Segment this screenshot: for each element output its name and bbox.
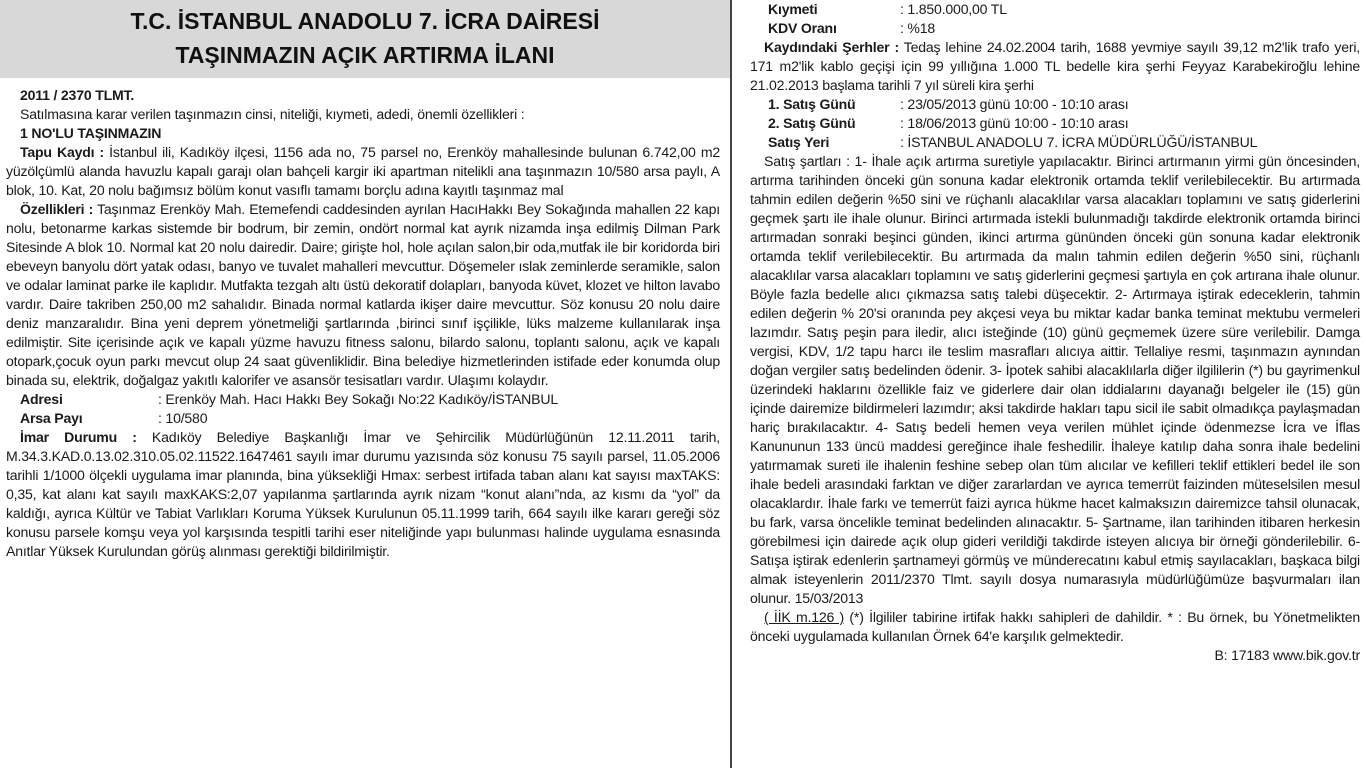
serh-label: Kaydındaki Şerhler : [764,39,899,55]
ref-link: ( İİK m.126 ) [764,609,845,625]
kiymet-value: : 1.850.000,00 TL [900,1,1007,17]
ozellik-paragraph [6,200,720,390]
file-number: 2011 / 2370 TLMT. [20,87,135,103]
yer-value: : İSTANBUL ANADOLU 7. İCRA MÜDÜRLÜĞÜ/İSTANBUL [900,134,1258,150]
kiymet-row [750,0,1360,19]
imar-paragraph [6,428,720,561]
section-title: 1 NO'LU TAŞINMAZIN [20,125,162,141]
kiymet-label: Kıymeti [768,1,818,17]
tapu-text: İstanbul ili, Kadıköy ilçesi, 1156 ada no, 75 parsel no, Erenköy mahallesinde bulunan 6.742,00 m2 yüzölçümlü alanda havuzlu kapalı garajı olan bahçeli kargir iki apartman nitelikli ana taşınmazın 10/580 arsa paylı, A blok, 10. Kat, 20 nolu bağımsız bölüm konut vasıflı tamamı borçlu adına kayıtlı taşınmaz mal [6,144,720,198]
tapu-paragraph [6,143,720,200]
kdv-row [750,19,1360,38]
kdv-label: KDV Oranı [768,20,837,36]
imar-text: Kadıköy Belediye Başkanlığı İmar ve Şehircilik Müdürlüğünün 12.11.2011 tarih, M.34.3.KAD.0.13.02.310.05.02.11522.1647461 sayılı imar durumu yazısında söz konusu 75 sayılı parsel, 11.05.2006 tarihli 1/1000 ölçekli uygulama imar planında, bina yüksekliği Hmax: serbest irtifada taban alanı kat sayısı maxTAKS: 0,35, kat alanı kat sayılı maxKAKS:2,07 yapılanma şartlarında ayrık nizam “konut alanı”nda, az kısmı da “yol” da kaldığı, ayrıca Kültür ve Tabiat Varlıkları Koruma Yüksek Kurulunun 05.11.1999 tarih, 664 sayılı ilke kararı gereği söz konusu parsele komşu veya yol karşısında tespitli tarihi eser niteliğinde yapı bulunması halinde uygulama esnasında Anıtlar Yüksek Kurulundan görüş alınması gerektiği bildirilmiştir. [6,429,720,559]
right-column [734,0,1366,768]
satis1-label: 1. Satış Günü [768,96,856,112]
adres-row [6,390,720,409]
kdv-value: : %18 [900,20,936,36]
serh-text: Tedaş lehine 24.02.2004 tarih, 1688 yevmiye sayılı 39,12 m2'lik trafo yeri, 171 m2'lik kablo geçişi için 99 yıllığına 1.000 TL bedelle kira şerhi Feyyaz Karabekiroğlu lehine 21.02.2013 başlama tarihli 7 yıl süreli kira şerhi [750,39,1360,93]
adres-value: : Erenköy Mah. Hacı Hakkı Bey Sokağı No:22 Kadıköy/İSTANBUL [158,391,558,407]
yer-label: Satış Yeri [768,134,830,150]
ozellik-text: Taşınmaz Erenköy Mah. Etemefendi caddesinden ayrılan HacıHakkı Bey Sokağında mahallen 22 kapı nolu, betonarme karkas sistemde bir bodrum, bir zemin, ondört normal kat ayrık nizamda inşa edilmiş Dilman Park Sitesinde A blok 10. Normal kat 20 nolu dairedir. Daire; girişte hol, hole açılan salon,bir oda,mutfak ile bir koridorda biri ebeveyn banyolu dört yatak odası, banyo ve tuvalet mahalleri mevcuttur. Döşemeler ıslak zeminlerde seramikle, salon ve odalar laminat parke ile kaplıdır. Mutfakta tezgah altı üstü dekoratif dolapları, banyoda küvet, klozet ve hilton lavabo vardır. Daire takriben 250,00 m2 sahalıdır. Binada normal katlarda ikişer daire mevcuttur. Söz konusu 20 nolu daire deniz manzaralıdır. Bina yeni deprem yönetmeliği şartlarında ,birinci sınıf işçilikle, lüks malzeme kullanılarak inşa edilmiştir. Site içerisinde açık ve kapalı yüzme havuzu fitness salonu, bilardo salonu, toplantı salonu, açık ve kapalı otopark,çocuk oyun parkı mevcut olup 24 saat güvenliklidir. Bina belediye hizmetlerinden istifade eder konumda olup binada su, elektrik, doğalgaz yakıtlı kalorifer ve asansör tesisatları vardır. Ulaşımı kolaydır. [6,201,720,388]
arsa-label: Arsa Payı [20,410,83,426]
tapu-label: Tapu Kaydı : [20,144,105,160]
satis1-value: : 23/05/2013 günü 10:00 - 10:10 arası [900,96,1129,112]
arsa-value: : 10/580 [158,410,208,426]
intro-text: Satılmasına karar verilen taşınmazın cinsi, niteliği, kıymeti, adedi, önemli özellikleri : [20,106,525,122]
serh-paragraph [750,38,1360,95]
footnote-text: (*) İlgililer tabirine irtifak hakkı sahipleri de dahildir. * : Bu örnek, bu Yönetmelikten önceki uygulamada kullanılan Örnek 64'e karşılık gelmektedir. [750,609,1360,644]
satis1-row [750,95,1360,114]
notice-header [0,0,730,78]
sartlar-paragraph: Satış şartları : 1- İhale açık artırma suretiyle yapılacaktır. Birinci artırmanın yirmi gün öncesinden, artırma tarihinden önceki gün sonuna kadar elektronik ortamda teklif verilebilecektir. Bu artırmada tahmin edilen değerin %50 sini ve rüçhanlı alacaklılar varsa alacakları toplamını ve satış giderlerini geçmek şartı ile ihale olunur. Birinci artırmada istekli bulunmadığı takdirde elektronik ortamda birinci artırmadan sonraki beşinci günden, ikinci artırma gününden önceki gün sonuna kadar elektronik ortamda teklif verilebilecektir. Bu artırmada da malın tahmin edilen değerin %50 sini, rüçhanlı alacaklılar varsa alacakları toplamını ve satış giderlerini geçmesi şartıyla en çok artırana ihale olunur. Böyle fazla bedelle alıcı çıkmazsa satış talebi düşecektir. 2- Artırmaya iştirak edeceklerin, tahmin edilen değerin % 20'si oranında pey akçesi veya bu miktar kadar banka teminat mektubu vermeleri lazımdır. Satış peşin para iledir, alıcı isteğinde (10) günü geçmemek üzere süre verilebilir. Damga vergisi, KDV, 1/2 tapu harcı ile teslim masrafları alıcıya aittir. Tellaliye resmi, taşınmazın aynından doğan vergiler satış bedelinden ödenir. 3- İpotek sahibi alacaklılarla diğer ilgililerin (*) bu gayrimenkul üzerindeki haklarını özellikle faiz ve giderlere dair olan iddialarını dayanağı belgeler ile (15) gün içinde dairemize bildirmeleri lazımdır; aksi takdirde hakları tapu sicil ile sabit olmadıkça paylaşmadan hariç bırakılacaktır. 4- Satış bedeli hemen veya verilen mühlet içinde ödenmezse İcra ve İflas Kanununun 133 üncü maddesi gereğince ihale feshedilir. İhaleye katılıp daha sonra ihale bedelini yatırmamak sureti ile ihalenin feshine sebep olan tüm alıcılar ve kefilleri teklif ettikleri bedel ile son ihale bedeli arasındaki farktan ve diğer zararlardan ve ayrıca temerrüt faizinden müteselsilen mesul olacaklardır. İhale farkı ve temerrüt faizi ayrıca hükme hacet kalmaksızın dairemizce tahsil olunacak, bu fark, varsa öncelikle teminat bedelinden alınacaktır. 5- Şartname, ilan tarihinden itibaren herkesin görebilmesi için dairede açık olup gideri verildiği takdirde isteyen alıcıya bir örneği gönderilebilir. 6- Satışa iştirak edenlerin şartnameyi görmüş ve münderecatını kabul etmiş sayılacakları, başkaca bilgi almak isteyenlerin 2011/2370 Tlmt. sayılı dosya numarasıyla müdürlüğümüze başvurmaları ilan olunur. 15/03/2013 [750,153,1360,606]
footnote-paragraph [750,608,1360,646]
satis2-row [750,114,1360,133]
yer-row [750,133,1360,152]
arsa-row [6,409,720,428]
satis2-value: : 18/06/2013 günü 10:00 - 10:10 arası [900,115,1129,131]
bik-code: B: 17183 www.bik.gov.tr [1214,647,1360,663]
header-title-line1: T.C. İSTANBUL ANADOLU 7. İCRA DAİRESİ [130,8,600,34]
adres-label: Adresi [20,391,63,407]
header-title-line2: TAŞINMAZIN AÇIK ARTIRMA İLANI [175,42,555,68]
imar-label: İmar Durumu : [20,429,137,445]
ozellik-label: Özellikleri : [20,201,94,217]
satis2-label: 2. Satış Günü [768,115,856,131]
